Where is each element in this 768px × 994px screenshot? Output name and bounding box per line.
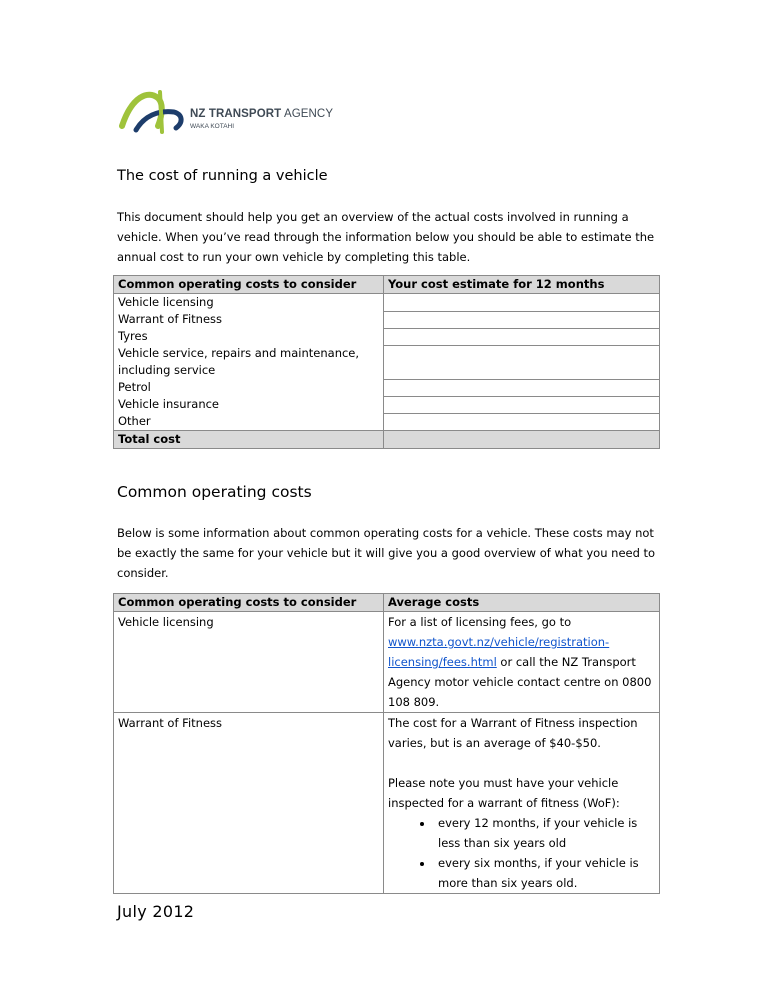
licensing-cost-cell: For a list of licensing fees, go to www.nzta.govt.nz/vehicle/registration-licensing/fees.html or call the NZ Transport Agency motor vehicle contact centre on 0800 108 809. (384, 612, 660, 713)
table1-header-estimate: Your cost estimate for 12 months (384, 276, 660, 294)
table2-header-average: Average costs (384, 594, 660, 612)
wof-cost-cell (384, 713, 660, 894)
table-row (114, 294, 660, 312)
wof-note-text: Please note you must have your vehicle inspected for a warrant of fitness (WoF): (388, 776, 620, 810)
row-label-service: Vehicle service, repairs and maintenance, including service (114, 345, 384, 379)
table-row-total (114, 431, 660, 449)
table-row (114, 311, 660, 328)
estimate-cell[interactable] (384, 345, 660, 379)
row-label-tyres: Tyres (114, 328, 384, 345)
estimate-cell[interactable] (384, 396, 660, 413)
wof-cost-text: The cost for a Warrant of Fitness inspection varies, but is an average of $40-$50. (388, 716, 638, 750)
row-label-total: Total cost (114, 431, 384, 449)
table-row (114, 379, 660, 396)
total-estimate-cell[interactable] (384, 431, 660, 449)
nzta-logo (118, 86, 348, 136)
wof-bullet-list (388, 813, 655, 893)
row-label-petrol: Petrol (114, 379, 384, 396)
list-item: • every six months, if your vehicle is more than six years old. (434, 853, 655, 893)
estimate-cell[interactable] (384, 413, 660, 431)
cost-estimate-table (113, 275, 660, 449)
table-row (114, 713, 660, 894)
estimate-cell[interactable] (384, 294, 660, 312)
page-title: The cost of running a vehicle (117, 168, 328, 184)
estimate-cell[interactable] (384, 379, 660, 396)
nzta-logo-mark-icon (118, 86, 188, 136)
row-label-other: Other (114, 413, 384, 431)
list-item: • every 12 months, if your vehicle is less than six years old (434, 813, 655, 853)
row-label-insurance: Vehicle insurance (114, 396, 384, 413)
row-label-wof: Warrant of Fitness (114, 311, 384, 328)
logo-agency-name: NZ TRANSPORT AGENCY (190, 108, 334, 120)
estimate-cell[interactable] (384, 328, 660, 345)
intro-paragraph: This document should help you get an overview of the actual costs involved in running a vehicle. When you’ve read through the information below you should be able to estimate the annual cost to run your own vehicle by completing this table. (117, 210, 655, 264)
row-label-licensing: Vehicle licensing (114, 294, 384, 312)
table-row (114, 396, 660, 413)
table-row (114, 612, 660, 713)
licensing-fees-link[interactable]: www.nzta.govt.nz/vehicle/registration-licensing/fees.html (388, 635, 610, 669)
table-row (114, 328, 660, 345)
table-row (114, 413, 660, 431)
table2-header-costs: Common operating costs to consider (114, 594, 384, 612)
estimate-cell[interactable] (384, 311, 660, 328)
below-paragraph: Below is some information about common operating costs for a vehicle. These costs may not be exactly the same for your vehicle but it will give you a good overview of what you need to consider. (117, 526, 656, 580)
average-costs-table (113, 593, 660, 894)
row-label-wof: Warrant of Fitness (114, 713, 384, 894)
row-label-licensing: Vehicle licensing (114, 612, 384, 713)
logo-subtitle: WAKA KOTAHI (190, 123, 235, 130)
section-title: Common operating costs (117, 483, 312, 501)
footer-date: July 2012 (117, 902, 195, 921)
table1-header-costs: Common operating costs to consider (114, 276, 384, 294)
table-row (114, 345, 660, 379)
